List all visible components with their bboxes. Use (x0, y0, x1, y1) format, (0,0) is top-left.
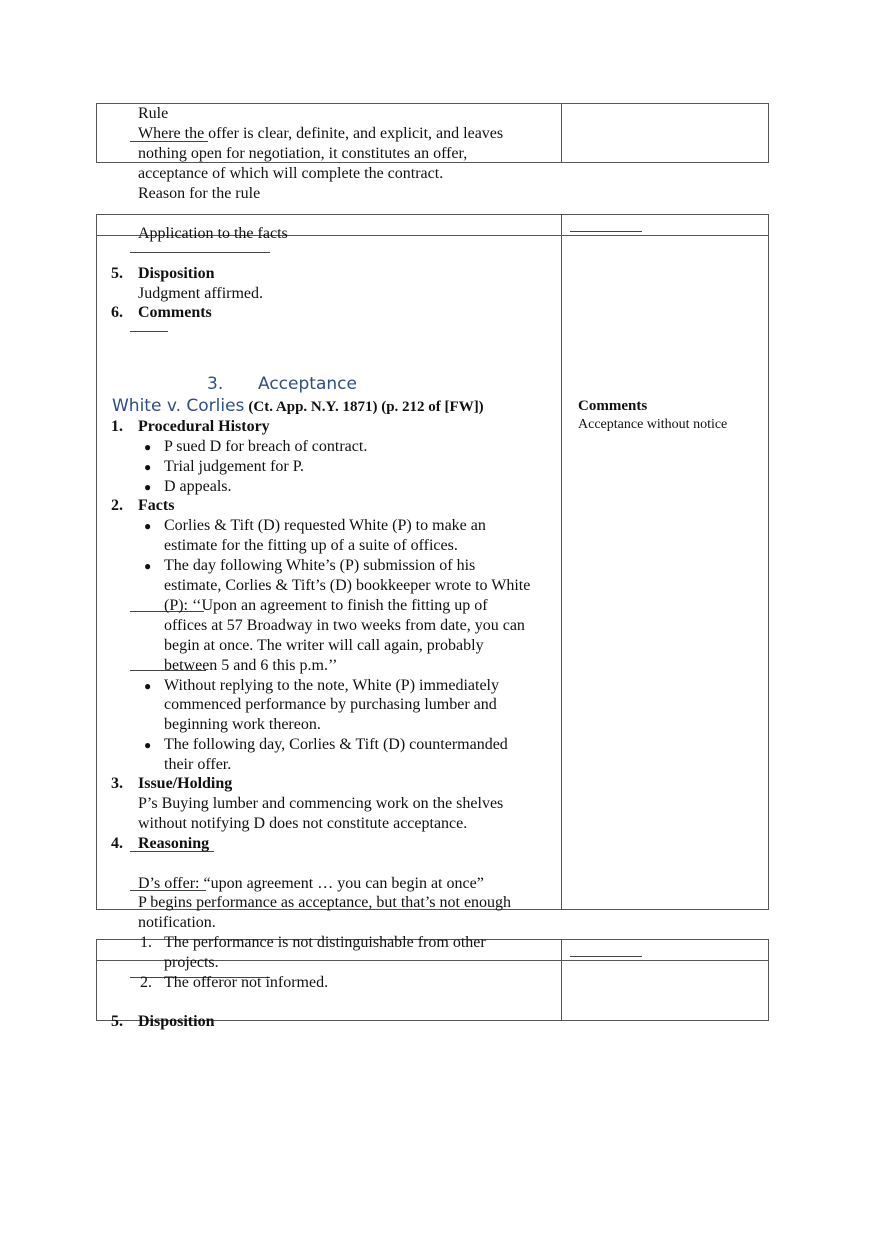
table-rule (561, 939, 562, 1020)
issue-holding-number: 3. (111, 775, 123, 792)
table-rule (96, 939, 97, 1020)
case-name: White v. Corlies (112, 396, 245, 416)
issue-holding-heading: Issue/Holding (138, 775, 233, 792)
table-rule (96, 214, 769, 215)
text-underline (130, 331, 168, 332)
reason-label: Reason for the rule (138, 185, 261, 202)
rule-text-line: acceptance of which will complete the contract. (138, 165, 444, 182)
comments-number: 6. (111, 304, 123, 321)
reasoning-line: notification. (138, 914, 216, 931)
list-item-line: estimate for the fitting up of a suite of offices. (164, 537, 458, 554)
reasoning-line: P begins performance as acceptance, but that’s not enough (138, 894, 512, 911)
reasoning-point-number: 2. (140, 974, 152, 991)
facts-heading: Facts (138, 497, 175, 514)
reasoning-point-number: 1. (140, 934, 152, 951)
section-number: 3. (207, 374, 224, 394)
table-rule (561, 103, 562, 162)
list-item-line: Without replying to the note, White (P) immediately (164, 677, 499, 694)
list-item-line: between 5 and 6 this p.m.’’ (164, 657, 338, 674)
rule-text-line: nothing open for negotiation, it constitutes an offer, (138, 145, 468, 162)
disposition-heading: Disposition (138, 1013, 215, 1030)
issue-holding-line: P’s Buying lumber and commencing work on the shelves (138, 795, 504, 812)
text-underline (130, 252, 270, 253)
case-citation: (Ct. App. N.Y. 1871) (p. 212 of [FW]) (248, 399, 484, 415)
sidebar-comments-text: Acceptance without notice (578, 417, 728, 432)
list-item-line: commenced performance by purchasing lumber and (164, 696, 497, 713)
disposition-number: 5. (111, 1013, 123, 1030)
list-item-line: their offer. (164, 756, 232, 773)
procedural-history-number: 1. (111, 418, 123, 435)
cell-underline (570, 231, 642, 232)
sidebar-comments-heading: Comments (578, 398, 648, 414)
reasoning-offer-line: D’s offer: “upon agreement … you can begin at once” (138, 875, 484, 892)
list-item: P sued D for breach of contract. (164, 438, 368, 455)
rule-text-line: Where the offer is clear, definite, and explicit, and leaves (138, 125, 504, 142)
disposition-number: 5. (111, 265, 123, 282)
list-item-line: The following day, Corlies & Tift (D) countermanded (164, 736, 508, 753)
table-rule (561, 214, 562, 909)
list-item-line: beginning work thereon. (164, 716, 321, 733)
reasoning-point-line: The performance is not distinguishable from other (164, 934, 486, 951)
table-rule (768, 214, 769, 909)
comments-heading: Comments (138, 304, 212, 321)
bullet-icon: ● (144, 480, 152, 494)
application-label: Application to the facts (138, 225, 288, 242)
issue-holding-line: without notifying D does not constitute acceptance. (138, 815, 468, 832)
list-item-line: begin at once. The writer will call again, probably (164, 637, 484, 654)
facts-number: 2. (111, 497, 123, 514)
disposition-heading: Disposition (138, 265, 215, 282)
list-item: Trial judgement for P. (164, 458, 304, 475)
reasoning-heading: Reasoning (138, 835, 210, 852)
reasoning-point-line: projects. (164, 954, 219, 971)
list-item-line: Corlies & Tift (D) requested White (P) to make an (164, 517, 486, 534)
list-item: D appeals. (164, 478, 232, 495)
list-item-line: estimate, Corlies & Tift’s (D) bookkeeper wrote to White (164, 577, 531, 594)
cell-underline (570, 956, 642, 957)
table-rule (768, 939, 769, 1020)
bullet-icon: ● (144, 460, 152, 474)
list-item-line: (P): ‘‘Upon an agreement to finish the fitting up of (164, 597, 488, 614)
procedural-history-heading: Procedural History (138, 418, 270, 435)
bullet-icon: ● (144, 440, 152, 454)
list-item-line: offices at 57 Broadway in two weeks from date, you can (164, 617, 525, 634)
section-title: Acceptance (258, 374, 357, 394)
list-item-line: The day following White’s (P) submission of his (164, 557, 476, 574)
table-rule (96, 103, 769, 104)
bullet-icon: ● (144, 679, 152, 693)
table-rule (96, 214, 97, 909)
reasoning-number: 4. (111, 835, 123, 852)
table-rule (768, 103, 769, 162)
rule-label: Rule (138, 105, 169, 122)
case-title-row (112, 396, 484, 417)
bullet-icon: ● (144, 559, 152, 573)
table-rule (96, 103, 97, 162)
reasoning-point-line: The offeror not informed. (164, 974, 329, 991)
bullet-icon: ● (144, 519, 152, 533)
bullet-icon: ● (144, 738, 152, 752)
disposition-text: Judgment affirmed. (138, 285, 264, 302)
